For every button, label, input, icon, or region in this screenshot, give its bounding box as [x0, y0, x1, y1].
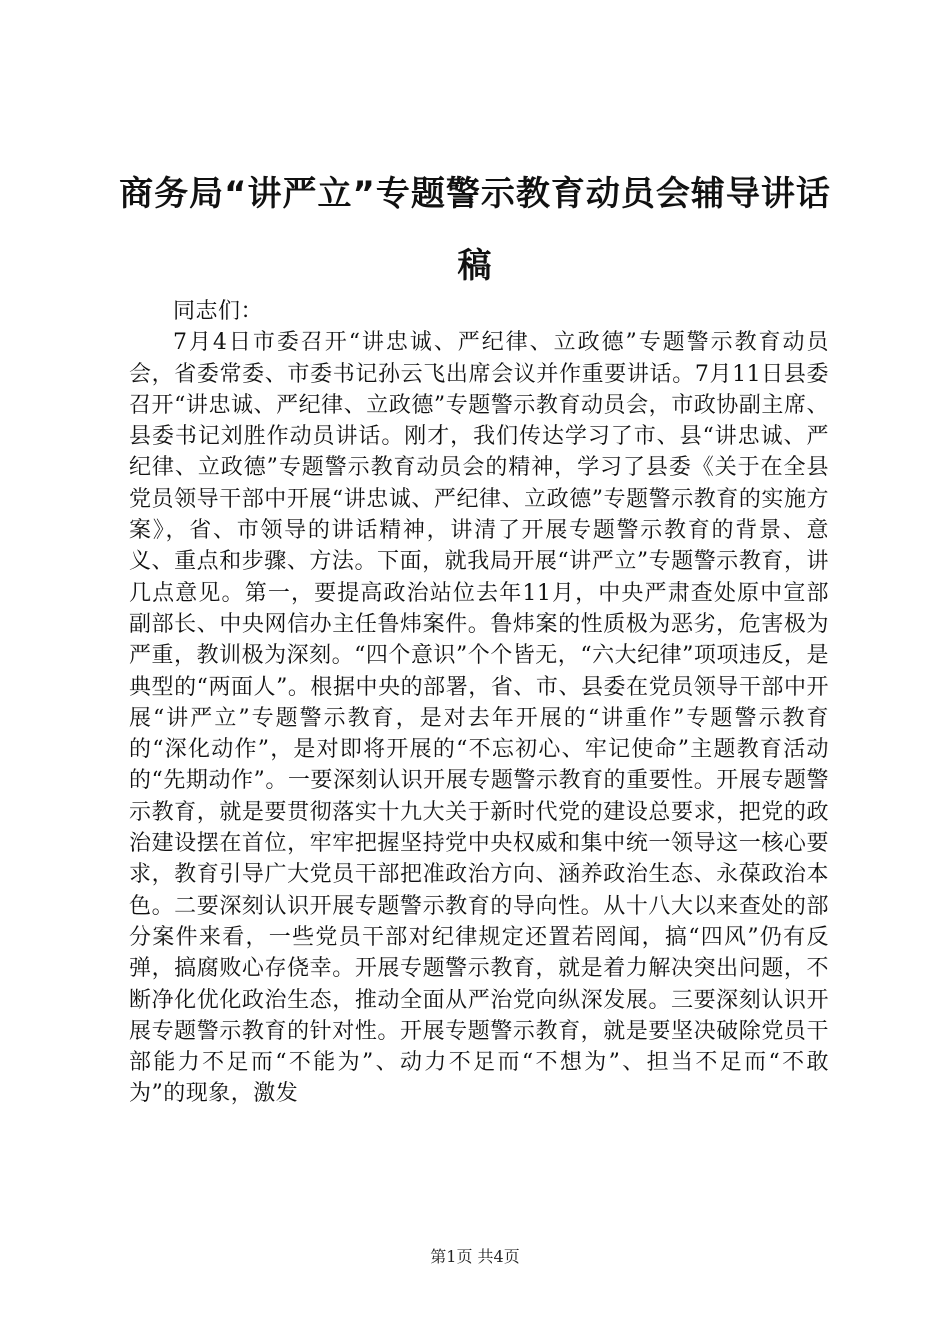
salutation: 同志们：: [173, 299, 264, 324]
document-title: 商务局“讲严立”专题警示教育动员会辅导讲话稿: [119, 174, 831, 286]
document-body: [129, 296, 829, 1110]
page-number-footer: 第1页 共4页: [430, 1247, 520, 1266]
body-paragraph: 7月4日市委召开“讲忠诚、严纪律、立政德”专题警示教育动员会，省委常委、市委书记孙云飞出席会议并作重要讲话。7月11日县委召开“讲忠诚、严纪律、立政德”专题警示教育动员会，市政协副主席、县委书记刘胜作动员讲话。刚才，我们传达学习了市、县“讲忠诚、严纪律、立政德”专题警示教育动员会的精神，学习了县委《关于在全县党员领导干部中开展“讲忠诚、严纪律、立政德”专题警示教育的实施方案》，省、市领导的讲话精神，讲清了开展专题警示教育的背景、意义、重点和步骤、方法。下面，就我局开展“讲严立”专题警示教育，讲几点意见。第一，要提高政治站位去年11月，中央严肃查处原中宣部副部长、中央网信办主任鲁炜案件。鲁炜案的性质极为恶劣，危害极为严重，教训极为深刻。“四个意识”个个皆无，“六大纪律”项项违反，是典型的“两面人”。根据中央的部署，省、市、县委在党员领导干部中开展“讲严立”专题警示教育，是对去年开展的“讲重作”专题警示教育的“深化动作”，是对即将开展的“不忘初心、牢记使命”主题教育活动的“先期动作”。一要深刻认识开展专题警示教育的重要性。开展专题警示教育，就是要贯彻落实十九大关于新时代党的建设总要求，把党的政治建设摆在首位，牢牢把握坚持党中央权威和集中统一领导这一核心要求，教育引导广大党员干部把准政治方向、涵养政治生态、永葆政治本色。二要深刻认识开展专题警示教育的导向性。从十八大以来查处的部分案件来看，一些党员干部对纪律规定还置若罔闻，搞“四风”仍有反弹，搞腐败心存侥幸。开展专题警示教育，就是着力解决突出问题，不断净化优化政治生态，推动全面从严治党向纵深发展。三要深刻认识开展专题警示教育的针对性。开展专题警示教育，就是要坚决破除党员干部能力不足而“不能为”、动力不足而“不想为”、担当不足而“不敢为”的现象，激发: [129, 330, 829, 1107]
